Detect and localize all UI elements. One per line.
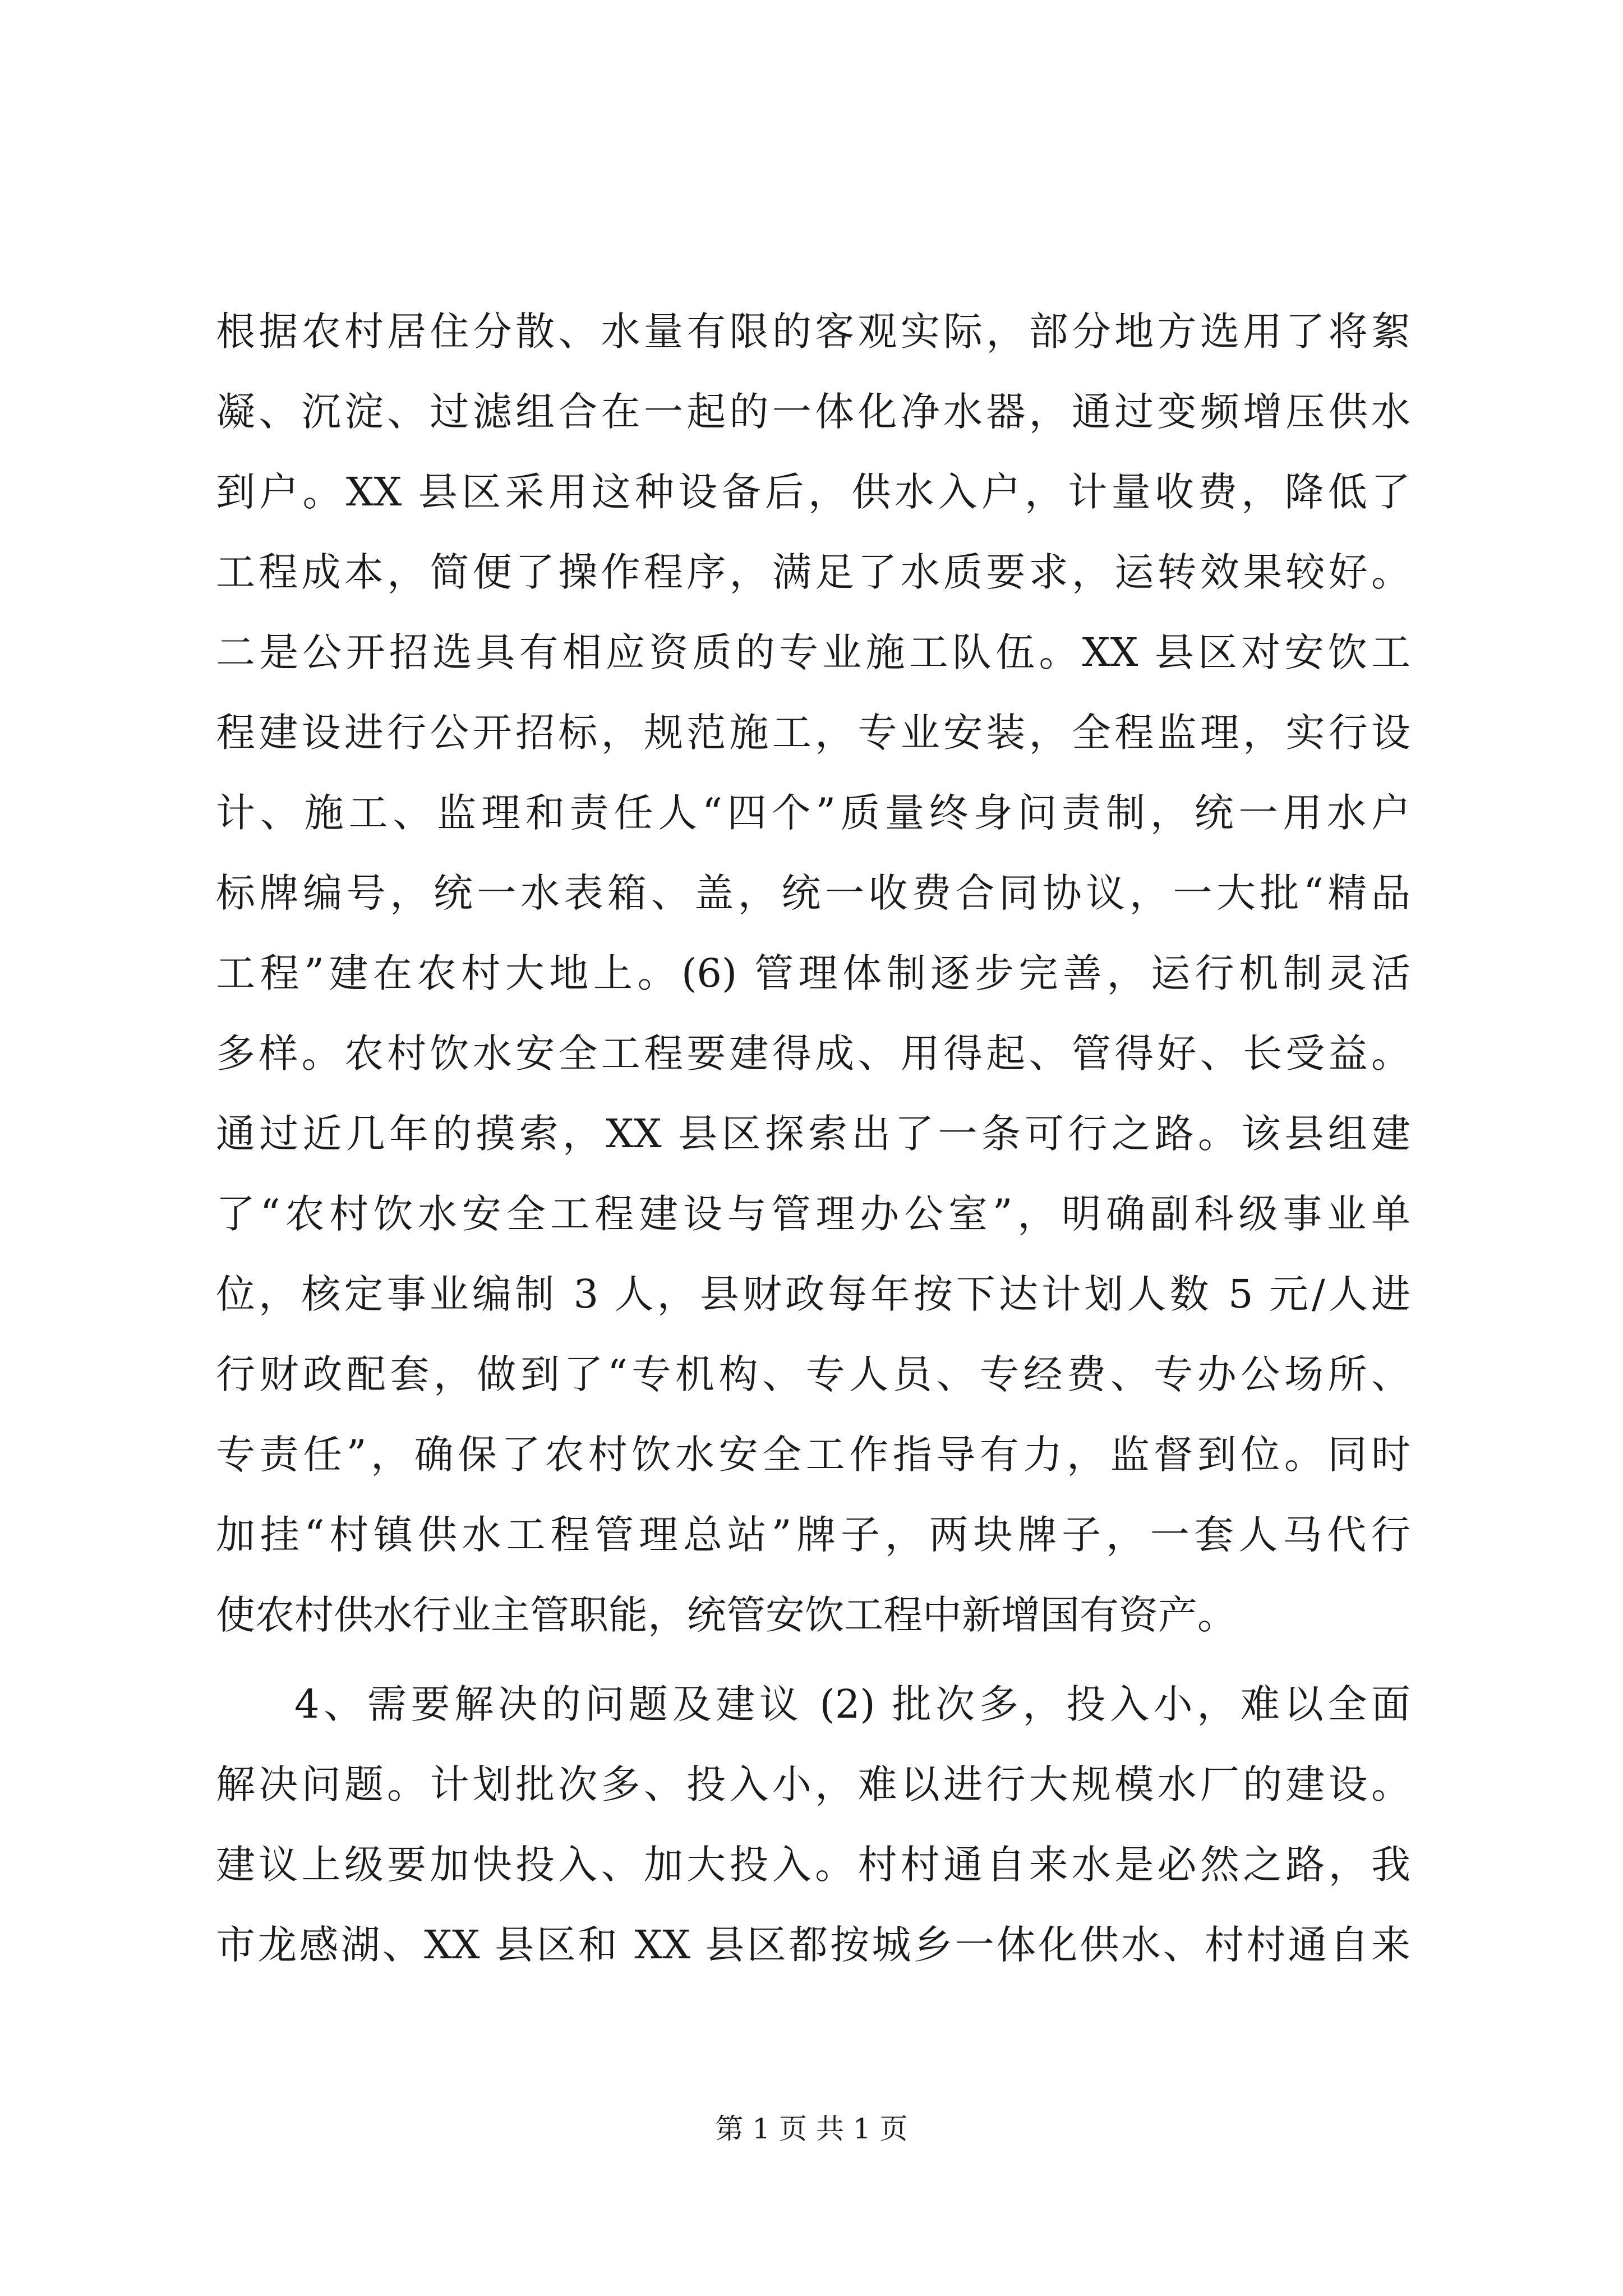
text-line: 市龙感湖、XX 县区和 XX 县区都按城乡一体化供水、村村通自来 <box>216 1922 1410 1968</box>
text-line: 凝、沉淀、过滤组合在一起的一体化净水器，通过变频增压供水 <box>216 389 1410 435</box>
text-line: 专责任”，确保了农村饮水安全工作指导有力，监督到位。同时 <box>216 1432 1410 1478</box>
document-body <box>216 292 1410 1985</box>
text-line: 通过近几年的摸索，XX 县区探索出了一条可行之路。该县组建 <box>216 1111 1410 1157</box>
paragraph-gap <box>216 1655 1410 1664</box>
text-line: 解决问题。计划批次多、投入小，难以进行大规模水厂的建设。 <box>216 1761 1410 1807</box>
text-line: 根据农村居住分散、水量有限的客观实际，部分地方选用了将絮 <box>216 309 1410 355</box>
text-line: 建议上级要加快投入、加大投入。村村通自来水是必然之路，我 <box>216 1842 1410 1888</box>
text-line: 多样。农村饮水安全工程要建得成、用得起、管得好、长受益。 <box>216 1030 1410 1076</box>
paragraph-1 <box>216 292 1410 1655</box>
text-line: 计、施工、监理和责任人“四个”质量终身问责制，统一用水户 <box>216 790 1410 836</box>
text-line: 工程成本，简便了操作程序，满足了水质要求，运转效果较好。 <box>216 549 1410 595</box>
text-line: 4、需要解决的问题及建议 (2) 批次多，投入小，难以全面 <box>294 1681 1410 1727</box>
text-line: 加挂“村镇供水工程管理总站”牌子，两块牌子，一套人马代行 <box>216 1512 1410 1558</box>
text-line: 使农村供水行业主管职能，统管安饮工程中新增国有资产。 <box>216 1592 1237 1638</box>
text-line: 二是公开招选具有相应资质的专业施工队伍。XX 县区对安饮工 <box>216 629 1410 675</box>
text-line: 程建设进行公开招标，规范施工，专业安装，全程监理，实行设 <box>216 710 1410 756</box>
text-line: 工程”建在农村大地上。(6) 管理体制逐步完善，运行机制灵活 <box>216 950 1410 996</box>
paragraph-2 <box>216 1664 1410 1985</box>
page-footer <box>0 2106 1623 2147</box>
text-line: 标牌编号，统一水表箱、盖，统一收费合同协议，一大批“精品 <box>216 870 1410 916</box>
text-line: 位，核定事业编制 3 人，县财政每年按下达计划人数 5 元/人进 <box>216 1271 1410 1317</box>
text-line: 到户。XX 县区采用这种设备后，供水入户，计量收费，降低了 <box>216 469 1410 515</box>
page-number: 第 1 页 共 1 页 <box>715 2113 908 2145</box>
text-line: 了“农村饮水安全工程建设与管理办公室”，明确副科级事业单 <box>216 1191 1410 1237</box>
text-line: 行财政配套，做到了“专机构、专人员、专经费、专办公场所、 <box>216 1351 1410 1397</box>
